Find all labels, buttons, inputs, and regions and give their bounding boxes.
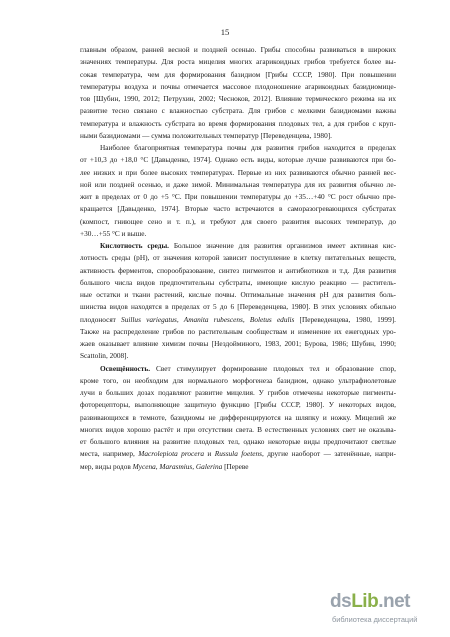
text-line: развивающихся в темноте, базидиомы не дифференцируются на шляпку и ножку. Мицелий же bbox=[80, 412, 396, 422]
text-line bbox=[80, 461, 396, 473]
text-span: , другие наоборот — затенённые, напри- bbox=[261, 449, 396, 459]
text-line: кращается [Давыденко, 1974]. Вторые часто встречаются в саморазогревающихся субстратах bbox=[80, 204, 396, 214]
text-line: многих видов хорошо растёт и при отсутствии света. В естественных условиях свет не оказыва- bbox=[80, 424, 396, 434]
logo-lib: Lib bbox=[351, 591, 379, 612]
text-line: ной или поздней осенью, и даже зимой. Минимальная температура для их развития обычно ле- bbox=[80, 179, 396, 189]
text-span: и bbox=[204, 449, 215, 459]
logo-ds: ds bbox=[330, 591, 352, 612]
text-line: температуры воздуха и почвы отмечается массовое плодоношение агарикоидных базидиомице- bbox=[80, 81, 396, 91]
text-line bbox=[80, 240, 396, 252]
text-line: жаев оказывает влияние химизм почвы [Нездойминого, 1983, 2001; Бурова, 1986; Шубин, 1990; bbox=[80, 339, 396, 348]
section-heading-light: Освещённость. bbox=[100, 363, 151, 373]
text-span: Свет стимулирует формирование плодовых тел и образование спор, bbox=[150, 363, 396, 373]
species-name: Russula foetens bbox=[214, 449, 262, 459]
text-line: лотность среды (pH), от значения которой зависит поступление в клетку питательных веществ, bbox=[80, 253, 396, 263]
text-line: лее низких и при более высоких температурах. Первые из них развиваются обычно ранней вес- bbox=[80, 167, 396, 177]
dslib-logo bbox=[330, 591, 410, 613]
text-line: большого числа видов предпочтительны субстраты, имеющие кислую реакцию — раститель- bbox=[80, 277, 396, 287]
text-line: +30…+55 °С и выше. bbox=[80, 228, 147, 238]
logo-net: .net bbox=[378, 591, 410, 612]
page-number: 15 bbox=[220, 27, 230, 37]
text-line: (компост, гниющее сено и т. п.), и требуют для своего развития высоких температур, до bbox=[80, 216, 396, 226]
watermark-tagline: библиотека диссертаций bbox=[332, 615, 418, 624]
text-line: ет большого влияния на развитие плодовых тел, однако некоторые виды предпочитают светлые bbox=[80, 437, 396, 446]
text-line bbox=[80, 363, 396, 375]
text-line: сокая температура, чем для формирования базидиом [Грибы СССР, 1980]. При повышении bbox=[80, 69, 396, 79]
section-heading-acidity: Кислотность среды. bbox=[100, 241, 170, 250]
text-line: лучи в больших дозах подавляют развитие мицелия. У грибов отмечены некоторые пигменты- bbox=[80, 388, 396, 397]
text-span: [Переведенцева, 1980, 1999]. bbox=[294, 314, 396, 324]
text-line: активность ферментов, спорообразование, синтез пигментов и антибиотиков и т.д. Для развития bbox=[80, 265, 396, 275]
text-line: ными базидиомами — сумма положительных температур [Переведенцева, 1980]. bbox=[80, 130, 332, 140]
text-span: плодоносят bbox=[80, 314, 122, 324]
text-line: главным образом, ранней весной и поздней осенью. Грибы способны развиваться в широких bbox=[80, 45, 396, 54]
text-line: шинства видов находятся в пределах от 5 до 6 [Переведенцева, 1980]. В этих условиях обильно bbox=[80, 302, 396, 312]
text-line: кроме того, он необходим для нормального морфогенеза базидиом, однако ультрафиолетовые bbox=[80, 375, 396, 385]
text-line bbox=[80, 448, 396, 460]
text-line: Также на распределение грибов по растительным сообществам и изменение их ежегодных уро- bbox=[80, 326, 396, 336]
species-names: Suillus variegatus, Amanita rubescens, Boletus edulis bbox=[121, 314, 295, 324]
text-span: мер, виды родов bbox=[80, 461, 133, 471]
text-line: от +10,3 до +18,0 °С [Давыденко, 1974]. Однако есть виды, которые лучше развиваются при бо- bbox=[80, 155, 396, 165]
text-line: фоторецепторы, выполняющие защитную функцию [Грибы СССР, 1980]. У некоторых видов, bbox=[80, 400, 396, 410]
text-span: Большое значение для развития организмов имеет активная кис- bbox=[169, 241, 396, 250]
text-line: Scattolin, 2008]. bbox=[80, 351, 129, 361]
genus-names: Mycena, Marasmius, Galerina bbox=[132, 461, 223, 471]
text-line: развитие тесно связано с влажностью субстрата. Для грибов с мелкими базидиомами важны bbox=[80, 106, 396, 116]
text-line bbox=[80, 314, 396, 326]
text-line: температура и влажность субстрата во время формирования плодовых тел, а для грибов с круп- bbox=[80, 118, 396, 128]
document-body bbox=[80, 44, 396, 473]
text-line: жит в пределах от 0 до +5 °С. При повышении температуры до +35…+40 °С рост обычно пре- bbox=[80, 192, 396, 201]
species-name: Macrolepiota procera bbox=[138, 449, 204, 459]
text-span: [Переве bbox=[222, 461, 249, 471]
text-span: места, например, bbox=[80, 449, 139, 459]
text-line: Наиболее благоприятная температура почвы для развития грибов находится в пределах bbox=[100, 143, 396, 152]
dslib-watermark bbox=[330, 589, 438, 629]
text-line: тов [Шубин, 1990, 2012; Петрухин, 2002; Чесноков, 2012]. Влияние термического режима на их bbox=[80, 94, 396, 103]
text-line: ные остатки и ткани растений, кислые почвы. Оптимальные значения pH для развития боль- bbox=[80, 290, 396, 299]
text-line: значениях температуры. Для роста мицелия многих агарикоидных грибов требуется более вы- bbox=[80, 57, 396, 67]
